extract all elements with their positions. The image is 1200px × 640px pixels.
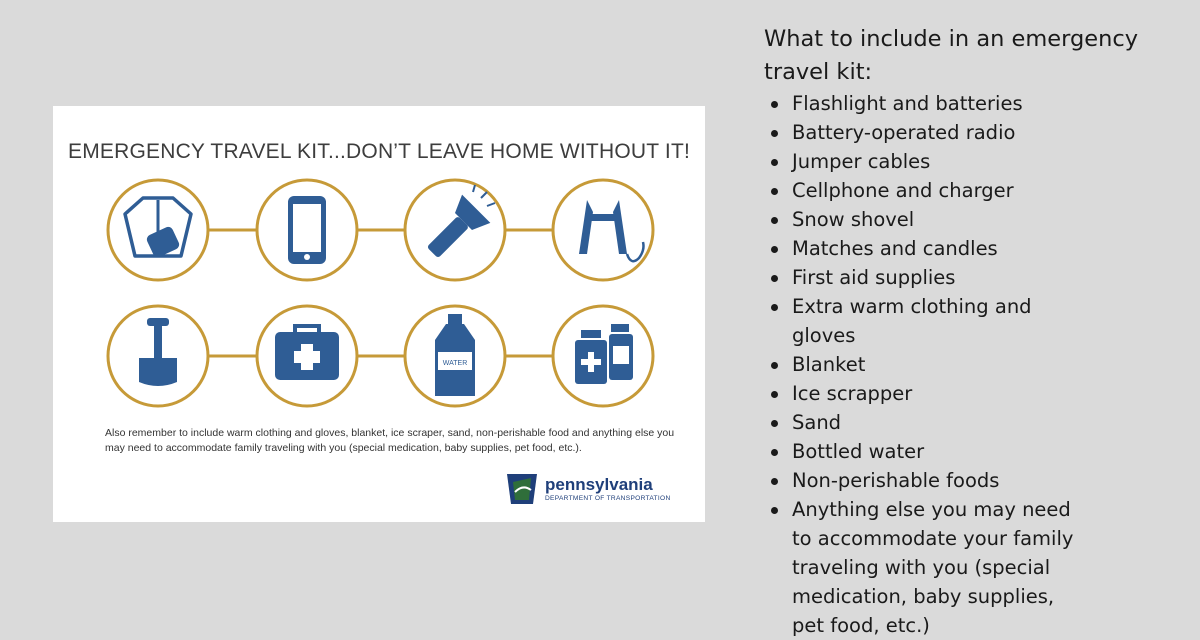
list-item: Snow shovel (764, 205, 1092, 234)
water-label: WATER (442, 360, 468, 367)
list-item: Sand (764, 408, 1092, 437)
icon-grid (53, 106, 705, 522)
kit-list (764, 89, 1184, 640)
kit-panel (764, 23, 1184, 640)
water-bottle-icon (405, 306, 505, 406)
list-item: Cellphone and charger (764, 176, 1092, 205)
emergency-kit-poster (53, 106, 705, 522)
penndot-logo (505, 472, 671, 506)
cellphone-icon (257, 180, 357, 280)
medicine-bottles-icon (553, 306, 653, 406)
list-item: Extra warm clothing and gloves (764, 292, 1092, 350)
list-item: Bottled water (764, 437, 1092, 466)
list-item: Blanket (764, 350, 1092, 379)
list-item: Non-perishable foods (764, 466, 1092, 495)
list-item: Battery-operated radio (764, 118, 1092, 147)
kit-heading: What to include in an emergency travel kit: (764, 26, 1139, 85)
keystone-icon (505, 472, 539, 506)
first-aid-kit-icon (257, 306, 357, 406)
logo-dept: DEPARTMENT OF TRANSPORTATION (545, 494, 671, 502)
poster-note: Also remember to include warm clothing and gloves, blanket, ice scraper, sand, non-perishable food and anything else you may need to accommodate family traveling with you (special medication, baby supplies, pet food, etc.). (105, 427, 675, 454)
poster-title: EMERGENCY TRAVEL KIT...DON’T LEAVE HOME WITHOUT IT! (67, 140, 691, 163)
jacket-gloves-icon (108, 180, 208, 280)
snow-shovel-icon (108, 306, 208, 406)
list-item: First aid supplies (764, 263, 1092, 292)
list-item: Jumper cables (764, 147, 1092, 176)
logo-name: pennsylvania (545, 474, 653, 494)
list-item: Matches and candles (764, 234, 1092, 263)
jumper-cables-icon (553, 180, 653, 280)
list-item: Anything else you may need to accommodate your family traveling with you (special medication, baby supplies, pet food, etc.) (764, 495, 1092, 640)
list-item: Flashlight and batteries (764, 89, 1092, 118)
flashlight-icon (405, 180, 505, 280)
list-item: Ice scrapper (764, 379, 1092, 408)
